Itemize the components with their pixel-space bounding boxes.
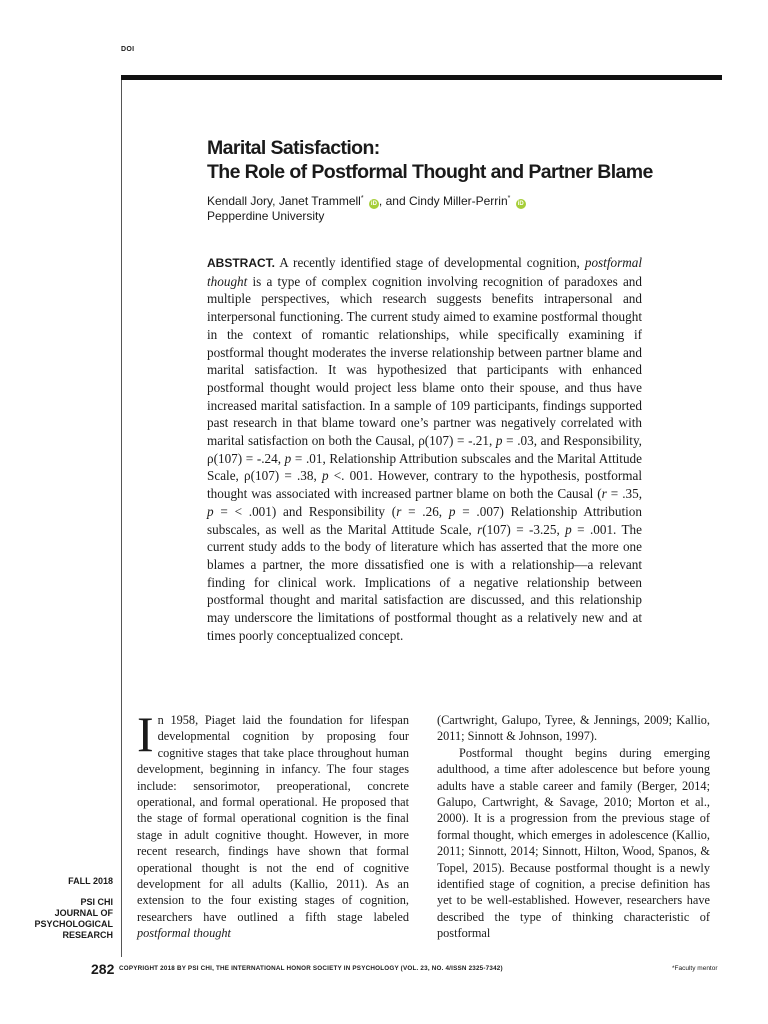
journal-sidebar (30, 876, 113, 941)
abstract-label: ABSTRACT. (207, 256, 275, 270)
abstract-text: = .01, Relationship Attribution subscales and the Marital Attitude Scale, ρ(107) = .38, (207, 450, 643, 484)
journal-name-line: JOURNAL OF (54, 908, 113, 918)
abstract-italic: p (565, 521, 572, 537)
abstract-text: <. 001. However, contrary to the hypothesis, postformal thought was associated with increased partner blame on both the Causal ( (207, 468, 643, 502)
top-rule (121, 75, 722, 80)
abstract-text: = .35, (606, 486, 643, 502)
body-text: (Cartwright, Galupo, Tyree, & Jennings, 2009; Kallio, 2011; Sinnott & Johnson, 1997). (437, 713, 710, 744)
abstract-italic: r (396, 503, 402, 519)
left-rule (121, 80, 122, 957)
body-paragraph: Postformal thought begins during emerging adulthood, a time after adolescence but before young adults have a stable career and family (Berger, 2014; Galupo, Cartwright, & Savage, 2010; Morton et al., 2000). It is a progression from the previous stage of formal thought, which emerges in adolescence (Kallio, 2011; Sinnott, 2014; Sinnott, Hilton, Wood, Spanos, & Topel, 2015). Because postformal thought is a newly identified stage of cognition, a precise definition has yet to be well-established. However, researchers have described the type of thinking characteristic of postformal (437, 745, 710, 941)
drop-cap: I (137, 706, 154, 762)
title-line-1: Marital Satisfaction: (207, 137, 380, 159)
issue-season: FALL 2018 (68, 876, 113, 886)
footnote: *Faculty mentor (672, 965, 718, 972)
abstract-italic: postformal thought (207, 255, 642, 289)
abstract-italic: p (207, 503, 214, 519)
journal-name-line: PSYCHOLOGICAL (34, 919, 113, 929)
journal-name-line: PSI CHI (80, 897, 113, 907)
author-block (207, 191, 526, 224)
abstract-text: = .26, (401, 503, 449, 519)
doi-label: DOI (121, 46, 135, 53)
faculty-mark-1: * (360, 195, 364, 202)
faculty-mark-2: * (507, 195, 511, 202)
author-names-2: , and Cindy Miller-Perrin (378, 194, 508, 208)
orcid-icon[interactable]: iD (517, 201, 524, 207)
article-title (207, 136, 653, 184)
abstract-italic: r (477, 521, 483, 537)
author-names-1: Kendall Jory, Janet Trammell (207, 194, 361, 208)
body-text: n 1958, Piaget laid the foundation for lifespan developmental cognition by proposing four cognitive stages that take place throughout human development, beginning in infancy. The four stages include: sensorimotor, preoperational, concrete operational, and formal operational. He proposed that the stage of formal operational cognition is the final stage in adult cognitive thought. However, in more recent research, findings have shown that formal operational thought is not the end of cognitive development for all adults (Kallio, 2011). As an extension to the four existing stages of cognition, researchers have outlined a fifth stage labeled (137, 713, 409, 924)
abstract-italic: p (321, 468, 329, 484)
copyright-line: COPYRIGHT 2018 BY PSI CHI, THE INTERNATIONAL HONOR SOCIETY IN PSYCHOLOGY (VOL. 23, NO. 4/ISSN 2325-7342) (119, 965, 503, 972)
abstract-text: = < .001) and Responsibility ( (213, 503, 397, 519)
journal-name-line: RESEARCH (62, 930, 113, 940)
abstract-text: = .001. The current study adds to the body of literature which has asserted that the more one blames a partner, the more dissatisfied one is with a relationship—a relevant finding for clinical work. Implications of a negative relationship between postformal thought and marital satisfaction are discussed, and this relationship may underscore the limitations of postformal thought as a relatively new and at times poorly conceptualized concept. (207, 521, 642, 643)
orcid-icon[interactable]: iD (370, 201, 377, 207)
body-column-left (137, 706, 409, 942)
body-column-right (437, 712, 710, 942)
abstract (207, 254, 642, 644)
abstract-italic: p (495, 433, 503, 449)
abstract-italic: p (448, 503, 456, 519)
abstract-italic: p (284, 450, 292, 466)
abstract-text: A recently identified stage of developmental cognition, (275, 255, 585, 270)
body-italic: postformal thought (137, 926, 231, 941)
abstract-text: = .007) Relationship Attribution subscales, as well as the Marital Attitude Scale, (207, 503, 642, 537)
abstract-text: (107) = -3.25, (482, 521, 566, 537)
abstract-text: is a type of complex cognition involving recognition of paradoxes and multiple perspectives, which research suggests benefits intrapersonal and interpersonal functioning. The current study aimed to examine postformal thought in the context of romantic relationships, while specifically examining if postformal thought moderates the inverse relationship between partner blame and marital satisfaction. It was hypothesized that participants with enhanced postformal thought would project less blame onto their spouse, and thus have increased marital satisfaction. In a sample of 109 participants, findings supported past research in that blame toward one’s partner was negatively correlated with marital satisfaction on both the Causal, ρ(107) = -.21, (207, 273, 642, 449)
page-number: 282 (91, 961, 115, 977)
affiliation: Pepperdine University (207, 209, 325, 223)
author-list (207, 191, 526, 209)
title-line-2: The Role of Postformal Thought and Partner Blame (207, 161, 653, 183)
abstract-text: = .03, and Responsibility, ρ(107) = -.24, (207, 433, 642, 466)
abstract-italic: r (601, 486, 607, 502)
